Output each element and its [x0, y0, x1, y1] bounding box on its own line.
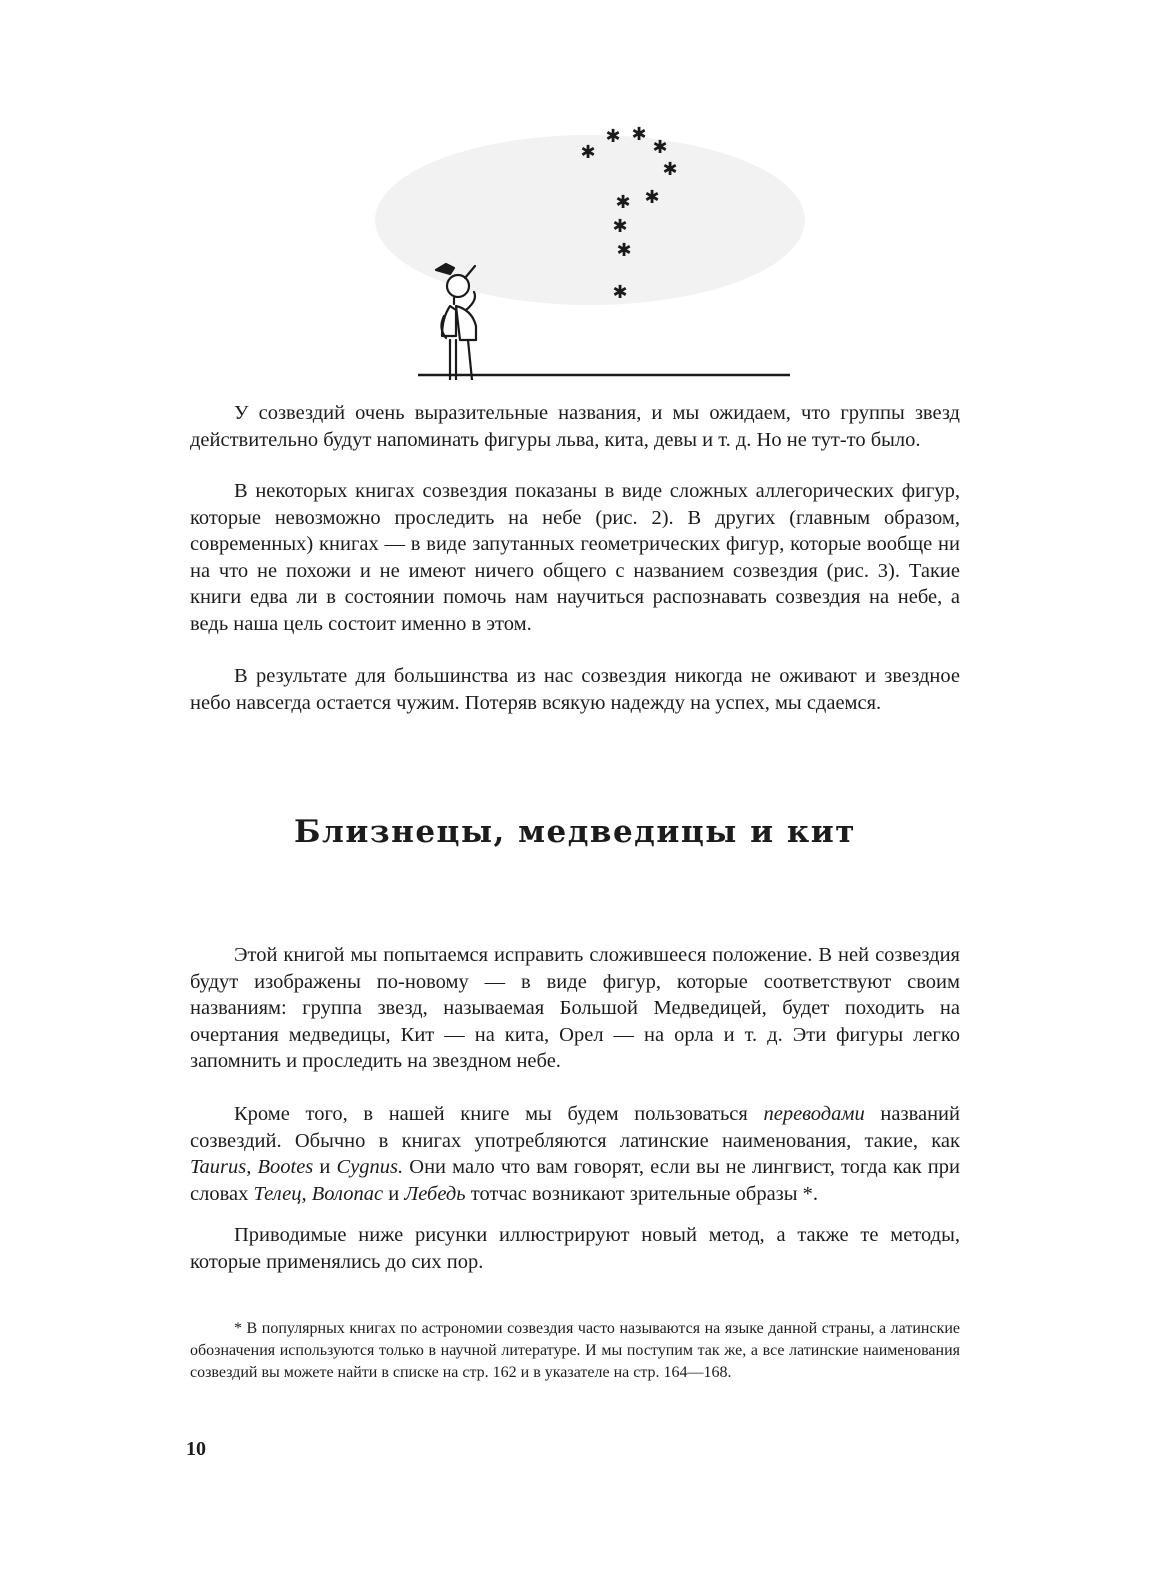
paragraph: У созвездий очень выразительные названия, и мы ожидаем, что группы звезд действительно будут напоминать фигуры льва, кита, девы и т. д. Но не тут-то было.: [190, 402, 960, 451]
text-run: и: [383, 1182, 405, 1205]
star-icon: ✱: [652, 137, 668, 158]
text-run: Они мало что вам говорят, если вы не лингвист, тогда как при словах: [190, 1156, 960, 1205]
star-icon: ✱: [616, 240, 632, 261]
italic-term: Taurus, Bootes: [190, 1156, 314, 1178]
star-icon: ✱: [612, 216, 628, 237]
italic-term: Лебедь: [404, 1182, 466, 1205]
stargazer-illustration: [370, 120, 810, 380]
star-icon: ✱: [612, 282, 628, 303]
star-icon: ✱: [615, 192, 631, 213]
paragraph: В некоторых книгах созвездия показаны в виде сложных аллегорических фигур, которые невозможно проследить на небе (рис. 2). В других (главным образом, современных) книгах — в виде запутанных геометрических фигур, которые вообще ни на что не похожи и не имеют ничего общего с названием созвездия (рис. 3). Такие книги едва ли в состоянии помочь нам научиться распознавать созвездия на небе, а ведь наша цель состоит именно в этом.: [190, 480, 960, 635]
text-run: тотчас возникают зрительные образы *.: [465, 1182, 819, 1205]
italic-term: Cygnus.: [336, 1156, 404, 1178]
section-heading: Близнецы, медведицы и кит: [294, 814, 856, 850]
footnote: * В популярных книгах по астрономии созвездия часто называются на языке данной страны, а латинские обозначения используются только в научной литературе. И мы поступим так же, а все латинские наименования созвездий вы можете найти в списке на стр. 162 и в указателе на стр. 164—168.: [190, 1320, 960, 1381]
star-icon: ✱: [631, 124, 647, 145]
paragraph: В результате для большинства из нас созвездия никогда не оживают и звездное небо навсегда остается чужим. Потеряв всякую надежду на успех, мы сдаемся.: [190, 665, 960, 714]
star-icon: ✱: [644, 187, 660, 208]
page-number: 10: [186, 1438, 206, 1460]
star-icon: ✱: [580, 142, 596, 163]
paragraph: [190, 1101, 960, 1207]
text-run: Кроме того, в нашей книге мы будем пользоваться: [234, 1103, 764, 1125]
star-icon: ✱: [605, 126, 621, 147]
text-run: названий созвездий. Обычно в книгах употребляются латинские наименования, такие, как: [190, 1103, 960, 1152]
paragraph: Этой книгой мы попытаемся исправить сложившееся положение. В ней созвездия будут изображены по-новому — в виде фигур, которые соответствуют своим названиям: группа звезд, называемая Большой Медведицей, будет походить на очертания медведицы, Кит — на кита, Орел — на орла и т. д. Эти фигуры легко запомнить и проследить на звездном небе.: [190, 944, 960, 1072]
italic-term: Телец, Волопас: [253, 1182, 384, 1205]
star-icon: ✱: [662, 159, 678, 180]
italic-term: переводами: [763, 1103, 865, 1125]
paragraph: Приводимые ниже рисунки иллюстрируют новый метод, а также те методы, которые применялись до сих пор.: [190, 1224, 960, 1273]
text-run: и: [313, 1156, 337, 1178]
